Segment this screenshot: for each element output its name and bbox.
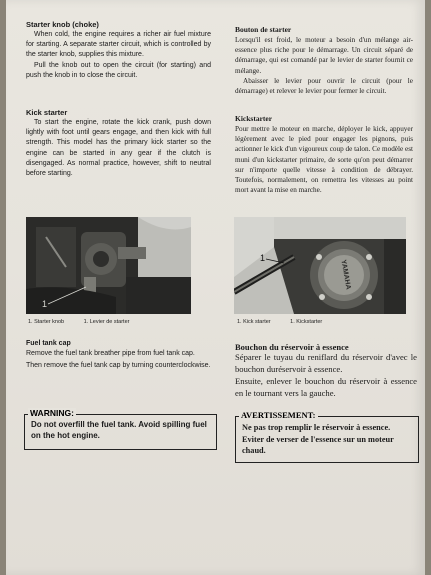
caption-starter-knob-en: 1. Starter knob — [28, 319, 65, 325]
kick-starter-section-fr — [235, 114, 413, 195]
fuel-tank-cap-section-en — [26, 339, 211, 372]
starter-knob-paragraph-1-fr: Lorsqu'il est froid, le moteur a besoin d'un mélange air-essence plus riche pour le démarrage. Un circuit séparé de démarrage, qui est comandé par le levier de starter fournit ce mélange. — [235, 36, 413, 75]
caption-starter-knob-fr: 1. Levier de starter — [83, 319, 130, 325]
fuel-tank-cap-paragraph-2-en: Then remove the fuel tank cap by turning counterclockwise. — [26, 362, 211, 370]
starter-knob-caption — [28, 319, 147, 326]
starter-knob-paragraph-2-fr: Abaisser le levier pour ouvrir le circuit (pour le démarrage) et relever le levier pour fermer le circuit. — [235, 76, 413, 96]
fuel-tank-cap-paragraph-1-fr: Séparer le tuyau du reniflard du réservoir d'avec le bouchon duréservoir à essence. — [235, 352, 417, 374]
svg-text:1: 1 — [42, 299, 48, 309]
kick-starter-caption — [237, 319, 340, 326]
fuel-tank-cap-title-fr: Bouchon du réservoir à essence — [235, 342, 349, 352]
starter-knob-title-en: Starter knob (choke) — [26, 20, 99, 29]
kick-starter-section-en — [26, 108, 211, 179]
warning-label-en: WARNING: — [30, 408, 74, 418]
starter-knob-paragraph-2-en: Pull the knob out to open the circuit (for starting) and push the knob in to close the circuit. — [26, 61, 211, 79]
fuel-tank-cap-paragraph-2-fr: Ensuite, enlever le bouchon du réservoir à essence en le tournant vers la gauche. — [235, 375, 417, 398]
warning-box-fr — [235, 416, 419, 463]
caption-kick-starter-fr: 1. Kickstarter — [290, 319, 323, 325]
kick-starter-title-en: Kick starter — [26, 108, 68, 117]
warning-label-fr: AVERTISSEMENT: — [241, 410, 316, 420]
fuel-tank-cap-paragraph-1-en: Remove the fuel tank breather pipe from fuel tank cap. — [26, 350, 195, 358]
starter-knob-section-fr — [235, 25, 413, 96]
kick-starter-paragraph-en: To start the engine, rotate the kick crank, push down lightly with foot until gears engage, and then kick with full strength. This model has the primary kick starter so the engine can be started in any gear if the clutch is disengaged. As normal practice, however, shift to neutral before starting. — [26, 119, 211, 178]
starter-knob-title-fr: Bouton de starter — [235, 25, 292, 34]
kick-starter-paragraph-fr: Pour mettre le moteur en marche, déployer le kick, appuyer légèrement avec le pied pour engager les pignons, puis actionner le kick d'un vigoureux coup de talon. Ce modèle est muni d'un kickstarter primaire, de sorte qu'on peut démarrer sur n'importe quelle vitesse à condition de débrayer. Toutefois, normalement, on remettra les vitesses au point mort avant la mise en marche. — [235, 125, 413, 195]
warning-box-en — [24, 414, 217, 450]
manual-page — [6, 0, 425, 575]
yamaha-logo-text: YAMAHA — [339, 259, 352, 291]
warning-text-en: Do not overfill the fuel tank. Avoid spilling fuel on the hot engine. — [31, 420, 207, 440]
starter-knob-paragraph-1-en: When cold, the engine requires a richer air fuel mixture for starting. A separate starter circuit, which is controlled by the starter knob, supplies this mixture. — [26, 31, 211, 59]
caption-kick-starter-en: 1. Kick starter — [237, 319, 271, 325]
starter-knob-photo — [26, 217, 191, 314]
fuel-tank-cap-title-en: Fuel tank cap — [26, 340, 71, 347]
svg-text:1: 1 — [260, 253, 266, 263]
fuel-tank-cap-section-fr — [235, 342, 417, 399]
kick-starter-photo — [234, 217, 406, 314]
warning-text-fr: Ne pas trop remplir le réservoir à essence. Eviter de verser de l'essence sur un moteur chaud. — [242, 423, 394, 455]
kick-starter-title-fr: Kickstarter — [235, 114, 273, 123]
starter-knob-section-en — [26, 20, 211, 81]
